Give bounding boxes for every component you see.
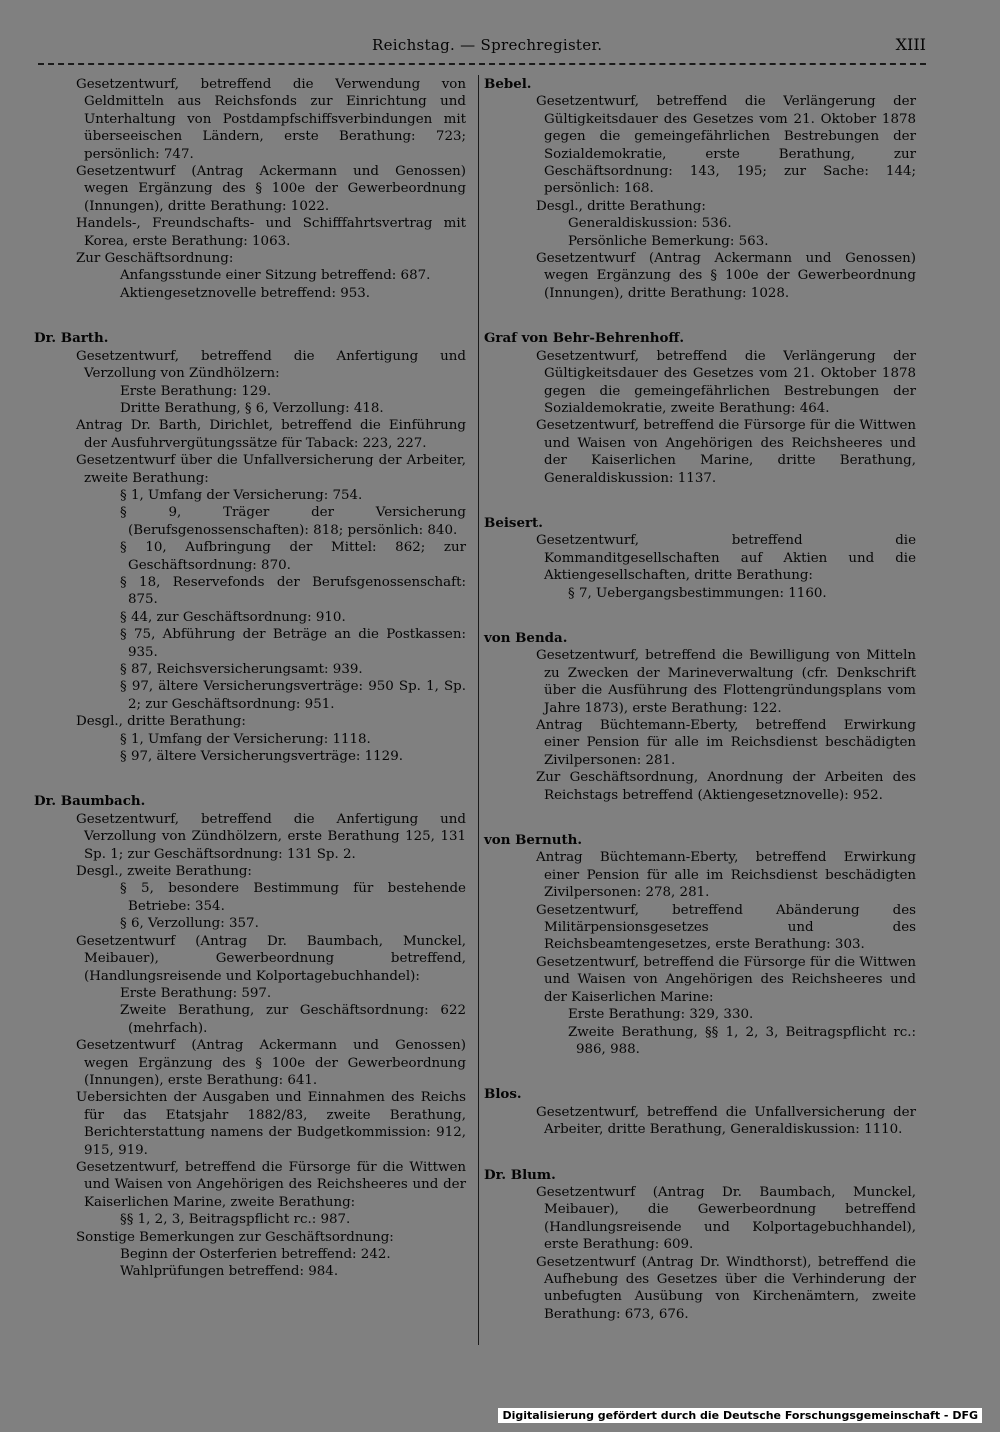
register-subitem: Wahlprüfungen betreffend: 984. — [120, 1264, 339, 1280]
register-subitem: Zweite Berathung, §§ 1, 2, 3, Beitragspflicht rc.: 986, 988. — [568, 1024, 916, 1057]
register-subitem: § 75, Abführung der Beträge an die Postkassen: 935. — [120, 627, 466, 660]
register-item: Gesetzentwurf, betreffend die Kommanditgesellschaften auf Aktien und die Aktiengesellschaften, dritte Berathung: — [536, 533, 916, 584]
register-item: Gesetzentwurf (Antrag Ackermann und Genossen) wegen Ergänzung des § 100e der Gewerbeordnung (Innungen), erste Berathung: 641. — [76, 1038, 466, 1088]
register-subitem: § 10, Aufbringung der Mittel: 862; zur Geschäftsordnung: 870. — [120, 540, 466, 573]
register-item: Antrag Büchtemann-Eberty, betreffend Erwirkung einer Pension für alle im Reichsdienst beschädigten Zivilpersonen: 281. — [536, 718, 916, 768]
register-item: Antrag Büchtemann-Eberty, betreffend Erwirkung einer Pension für alle im Reichsdienst beschädigten Zivilpersonen: 278, 281. — [536, 850, 916, 901]
register-item: Gesetzentwurf (Antrag Ackermann und Genossen) wegen Ergänzung des § 100e der Gewerbeordnung (Innungen), dritte Berathung: 1028. — [536, 251, 916, 301]
speaker-name: von Benda. — [484, 629, 568, 646]
register-item: Desgl., dritte Berathung: — [536, 198, 706, 214]
speaker-entry — [484, 1086, 916, 1138]
column-divider — [478, 75, 479, 1345]
register-subitem: § 1, Umfang der Versicherung: 1118. — [120, 731, 371, 747]
register-item: Gesetzentwurf, betreffend die Unfallversicherung der Arbeiter, dritte Berathung, Generaldiskussion: 1110. — [536, 1104, 916, 1138]
register-item: Uebersichten der Ausgaben und Einnahmen des Reichs für das Etatsjahr 1882/83, zweite Berathung, Berichterstattung namens der Budgetkommission: 912, 915, 919. — [76, 1090, 466, 1158]
register-subitem: § 1, Umfang der Versicherung: 754. — [120, 487, 363, 503]
register-subitem: § 18, Reservefonds der Berufsgenossenschaft: 875. — [120, 574, 466, 608]
register-subitem: § 87, Reichsversicherungsamt: 939. — [120, 662, 363, 677]
register-subitem: § 44, zur Geschäftsordnung: 910. — [120, 609, 346, 625]
register-subitem: § 7, Uebergangsbestimmungen: 1160. — [568, 585, 827, 601]
speaker-name: von Bernuth. — [484, 832, 583, 849]
register-item: Gesetzentwurf, betreffend Abänderung des Militärpensionsgesetzes und des Reichsbeamtengesetzes, erste Berathung: 303. — [536, 902, 916, 953]
register-subitem: §§ 1, 2, 3, Beitragspflicht rc.: 987. — [120, 1212, 351, 1228]
speaker-name: Dr. Baumbach. — [34, 793, 146, 810]
register-item: Gesetzentwurf, betreffend die Fürsorge für die Wittwen und Waisen von Angehörigen des Reichsheeres und der Kaiserlichen Marine: — [536, 954, 916, 1005]
register-item: Gesetzentwurf, betreffend die Verlängerung der Gültigkeitsdauer des Gesetzes vom 21. Oktober 1878 gegen die gemeingefährlichen Bestrebungen der Sozialdemokratie, erste Berathung, zur Geschäftsordnung: 143, 195; zur Sache: 144; persönlich: 168. — [536, 94, 916, 197]
register-item: Gesetzentwurf, betreffend die Bewilligung von Mitteln zu Zwecken der Marineverwaltung (cfr. Denkschrift über die Ausführung des Flottengründungsplans vom Jahre 1873), erste Berathung: 122. — [536, 648, 916, 716]
speaker-name: Bebel. — [484, 76, 532, 92]
speaker-entry — [484, 76, 916, 302]
register-subitem: Persönliche Bemerkung: 563. — [568, 233, 769, 249]
speaker-entry — [484, 515, 916, 602]
register-item: Zur Geschäftsordnung: — [76, 251, 234, 267]
register-subitem: Erste Berathung: 129. — [120, 383, 272, 399]
speaker-entry — [484, 630, 916, 804]
register-subitem: § 9, Träger der Versicherung (Berufsgenossenschaften): 818; persönlich: 840. — [120, 505, 466, 538]
register-subitem: § 5, besondere Bestimmung für bestehende Betriebe: 354. — [120, 881, 466, 914]
register-subitem: § 97, ältere Versicherungsverträge: 1129. — [120, 749, 403, 765]
register-item: Gesetzentwurf, betreffend die Fürsorge für die Wittwen und Waisen von Angehörigen des Reichsheeres und der Kaiserlichen Marine, zweite Berathung: — [76, 1159, 466, 1210]
speaker-name: Dr. Blum. — [484, 1166, 556, 1183]
register-subitem: Anfangsstunde einer Sitzung betreffend: 687. — [120, 268, 431, 284]
right-column — [484, 76, 916, 1351]
header-rule — [38, 63, 926, 65]
register-item: Gesetzentwurf, betreffend die Anfertigung und Verzollung von Zündhölzern: — [76, 348, 466, 382]
register-subitem: Dritte Berathung, § 6, Verzollung: 418. — [120, 400, 384, 416]
register-subitem: Erste Berathung: 329, 330. — [568, 1007, 754, 1023]
register-item: Gesetzentwurf (Antrag Ackermann und Genossen) wegen Ergänzung des § 100e der Gewerbeordnung (Innungen), dritte Berathung: 1022. — [76, 164, 466, 214]
register-item: Antrag Dr. Barth, Dirichlet, betreffend die Einführung der Ausfuhrvergütungssätze für Taback: 223, 227. — [76, 418, 466, 451]
speaker-name: Blos. — [484, 1086, 522, 1103]
register-item: Desgl., dritte Berathung: — [76, 714, 246, 730]
speaker-name: Graf von Behr-Behrenhoff. — [484, 330, 685, 347]
register-subitem: § 97, ältere Versicherungsverträge: 950 Sp. 1, Sp. 2; zur Geschäftsordnung: 951. — [120, 679, 466, 712]
speaker-entry — [34, 793, 466, 1280]
register-subitem: Beginn der Osterferien betreffend: 242. — [120, 1247, 391, 1262]
register-subitem: Erste Berathung: 597. — [120, 985, 272, 1001]
register-item: Zur Geschäftsordnung, Anordnung der Arbeiten des Reichstags betreffend (Aktiengesetznovelle): 952. — [536, 770, 916, 803]
running-title: Reichstag. — Sprechregister. — [372, 36, 603, 54]
speaker-entry — [34, 76, 466, 302]
register-item: Sonstige Bemerkungen zur Geschäftsordnung: — [76, 1229, 394, 1245]
register-subitem: Aktiengesetznovelle betreffend: 953. — [120, 285, 371, 301]
register-item: Gesetzentwurf, betreffend die Verwendung von Geldmitteln aus Reichsfonds zur Einrichtung und Unterhaltung von Postdampfschiffsverbindungen mit überseeischen Ländern, erste Berathung: 723; persönlich: 747. — [76, 77, 466, 162]
register-item: Handels-, Freundschafts- und Schifffahrtsvertrag mit Korea, erste Berathung: 1063. — [76, 216, 466, 249]
speaker-entry — [34, 330, 466, 765]
register-item: Gesetzentwurf (Antrag Dr. Baumbach, Munckel, Meibauer), Gewerbeordnung betreffend, (Handlungsreisende und Kolportagebuchhandel): — [76, 933, 466, 984]
dfg-credit: Digitalisierung gefördert durch die Deutsche Forschungsgemeinschaft - DFG — [498, 1408, 982, 1423]
speaker-entry — [484, 1167, 916, 1324]
register-item: Gesetzentwurf über die Unfallversicherung der Arbeiter, zweite Berathung: — [76, 453, 466, 486]
speaker-name: Dr. Barth. — [34, 330, 109, 347]
register-item: Gesetzentwurf (Antrag Dr. Windthorst), betreffend die Aufhebung des Gesetzes über die Verhinderung der unbefugten Ausübung von Kirchenämtern, zweite Berathung: 673, 676. — [536, 1254, 916, 1322]
register-subitem: § 6, Verzollung: 357. — [120, 916, 259, 932]
register-item: Gesetzentwurf, betreffend die Anfertigung und Verzollung von Zündhölzern, erste Berathung 125, 131 Sp. 1; zur Geschäftsordnung: 131 Sp. 2. — [76, 811, 466, 862]
speaker-entry — [484, 330, 916, 487]
page-header — [0, 34, 1000, 64]
register-item: Desgl., zweite Berathung: — [76, 864, 252, 880]
register-item: Gesetzentwurf, betreffend die Verlängerung der Gültigkeitsdauer des Gesetzes vom 21. Oktober 1878 gegen die gemeingefährlichen Bestrebungen der Sozialdemokratie, zweite Berathung: 464. — [536, 348, 916, 416]
speaker-name: Beisert. — [484, 514, 543, 531]
page-number: XIII — [895, 35, 926, 54]
speaker-entry — [484, 832, 916, 1058]
left-column — [34, 76, 466, 1309]
register-subitem: Zweite Berathung, zur Geschäftsordnung: 622 (mehrfach). — [120, 1003, 466, 1036]
register-item: Gesetzentwurf (Antrag Dr. Baumbach, Munckel, Meibauer), die Gewerbeordnung betreffend (Handlungsreisende und Kolportagebuchhandel), erste Berathung: 609. — [536, 1184, 916, 1253]
register-subitem: Generaldiskussion: 536. — [568, 216, 732, 232]
register-item: Gesetzentwurf, betreffend die Fürsorge für die Wittwen und Waisen von Angehörigen des Reichsheeres und der Kaiserlichen Marine, dritte Berathung, Generaldiskussion: 1137. — [536, 418, 916, 486]
